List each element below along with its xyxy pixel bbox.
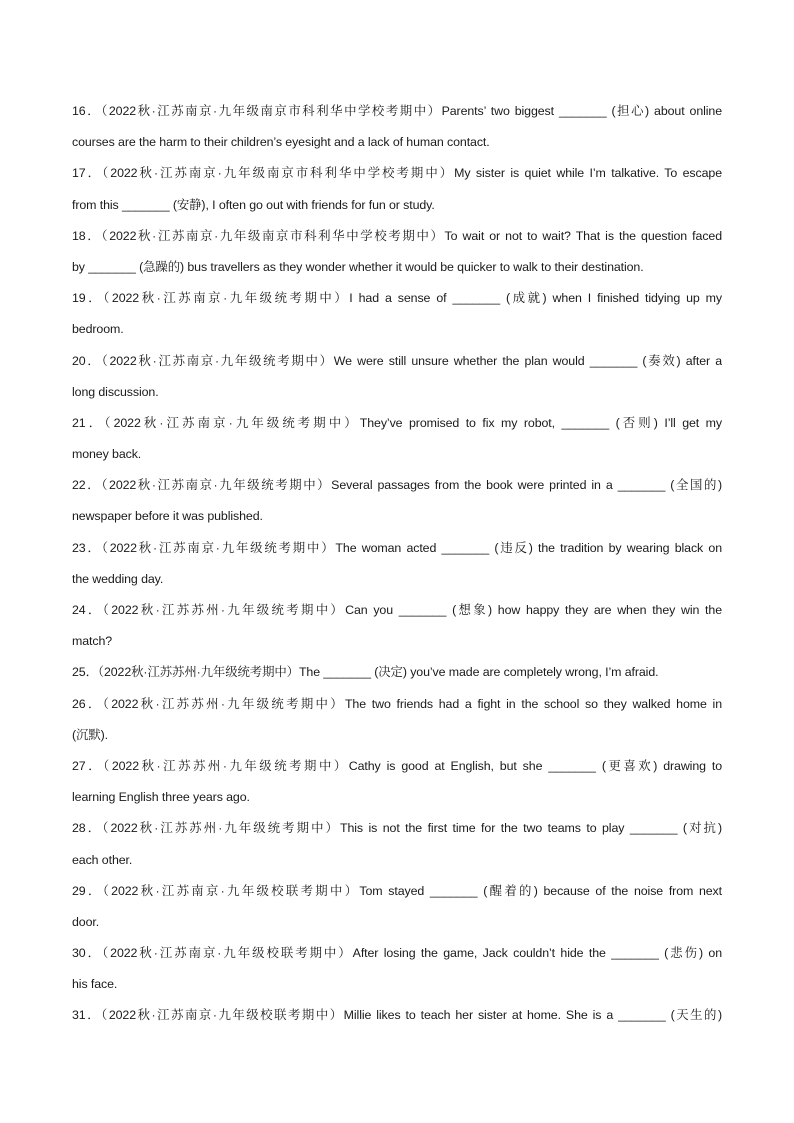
- q19-line-2: bedroom.: [72, 322, 124, 337]
- q27-line-1: 27．（2022秋·江苏苏州·九年级统考期中）Cathy is good at English, but she _______ (更喜欢) drawing to: [72, 758, 722, 773]
- q18-line-2: by _______ (急躁的) bus travellers as they wonder whether it would be quicker to walk to their destination.: [72, 259, 644, 274]
- q24-line-1: 24．（2022秋·江苏苏州·九年级统考期中）Can you _______ (想象) how happy they are when they win the: [72, 603, 722, 617]
- q22-line-2: newspaper before it was published.: [72, 509, 263, 524]
- q18-line-1: 18．（2022秋·江苏南京·九年级南京市科利华中学校考期中）To wait or not to wait? That is the question faced: [72, 228, 722, 243]
- q21-line-2: money back.: [72, 447, 142, 462]
- q23-line-2: the wedding day.: [72, 571, 164, 586]
- q20-line-1: 20．（2022秋·江苏南京·九年级统考期中）We were still unsure whether the plan would _______ (奏效) after a: [72, 353, 722, 368]
- q19-line-1: 19．（2022秋·江苏南京·九年级统考期中）I had a sense of _______ (成就) when I finished tidying up my: [72, 291, 722, 306]
- q30-line-1: 30．（2022秋·江苏南京·九年级校联考期中）After losing the game, Jack couldn’t hide the _______ (悲伤) on: [72, 946, 722, 961]
- q25-line-1: 25．（2022秋·江苏苏州·九年级统考期中）The _______ (决定) you’ve made are completely wrong, I’m afraid.: [72, 665, 659, 680]
- q20-line-2: long discussion.: [72, 384, 159, 399]
- q24-line-2: match?: [72, 634, 113, 649]
- q29-line-1: 29．（2022秋·江苏南京·九年级校联考期中）Tom stayed _______ (醒着的) because of the noise from next: [72, 883, 722, 898]
- q28-line-1: 28．（2022秋·江苏苏州·九年级统考期中）This is not the first time for the two teams to play _______ (对抗): [72, 821, 722, 836]
- q16-line-2: courses are the harm to their children’s eyesight and a lack of human contact.: [72, 135, 490, 150]
- q28-line-2: each other.: [72, 852, 133, 867]
- q22-line-1: 22．（2022秋·江苏南京·九年级统考期中）Several passages from the book were printed in a _______ (全国的): [72, 478, 722, 493]
- question-list: [72, 96, 722, 1032]
- q27-line-2: learning English three years ago.: [72, 790, 250, 805]
- q31-line-1: 31．（2022秋·江苏南京·九年级校联考期中）Millie likes to teach her sister at home. She is a _______ (天生的): [72, 1008, 722, 1023]
- q21-line-1: 21．（2022秋·江苏南京·九年级统考期中）They’ve promised to fix my robot, _______ (否则) I’ll get my: [72, 415, 722, 430]
- q16-line-1: 16．（2022秋·江苏南京·九年级南京市科利华中学校考期中）Parents’ two biggest _______ (担心) about online: [72, 104, 722, 118]
- q17-line-2: from this _______ (安静), I often go out with friends for fun or study.: [72, 197, 435, 212]
- q17-line-1: 17．（2022秋·江苏南京·九年级南京市科利华中学校考期中）My sister is quiet while I’m talkative. To escape: [72, 166, 722, 181]
- q26-line-1: 26．（2022秋·江苏苏州·九年级统考期中）The two friends had a fight in the school so they walked home in: [72, 696, 722, 711]
- q29-line-2: door.: [72, 914, 100, 929]
- q30-line-2: his face.: [72, 977, 118, 992]
- q23-line-1: 23．（2022秋·江苏南京·九年级统考期中）The woman acted _______ (违反) the tradition by wearing black on: [72, 540, 722, 555]
- q26-line-2: (沉默).: [72, 727, 108, 742]
